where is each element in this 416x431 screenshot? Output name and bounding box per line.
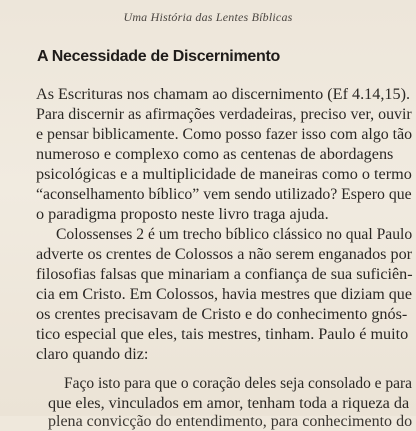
text-line: adverte os crentes de Colossos a não serem enganados por bbox=[36, 245, 413, 263]
quote-line: Faço isto para que o coração deles seja consolado e para bbox=[64, 374, 413, 392]
text-line: claro quando diz: bbox=[36, 345, 149, 363]
section-heading: A Necessidade de Discernimento bbox=[37, 48, 280, 65]
text-line: os crentes precisavam de Cristo e do conhecimento gnós- bbox=[36, 305, 408, 323]
text-line: numeroso e complexo como as centenas de abordagens bbox=[36, 145, 394, 163]
text-line: e pensar biblicamente. Como posso fazer isso com algo tão bbox=[36, 125, 413, 143]
quote-line: plena convicção do entendimento, para conhecimento do bbox=[48, 412, 413, 430]
text-line: Para discernir as afirmações verdadeiras, preciso ver, ouvir bbox=[36, 105, 412, 123]
text-line: cia em Cristo. Em Colossos, havia mestres que diziam que bbox=[36, 285, 412, 303]
text-line: tico especial que eles, tais mestres, tinham. Paulo é muito bbox=[36, 325, 409, 343]
text-line: Colossenses 2 é um trecho bíblico clássico no qual Paulo bbox=[56, 225, 413, 243]
text-line: o paradigma proposto neste livro traga ajuda. bbox=[36, 205, 329, 223]
text-line: filosofias falsas que minariam a confiança de sua suficiên- bbox=[36, 265, 413, 283]
text-line: psicológicas e a multiplicidade de maneiras como o termo bbox=[36, 165, 412, 183]
text-line: “aconselhamento bíblico” vem sendo utilizado? Espero que bbox=[36, 185, 412, 203]
running-head: Uma História das Lentes Bíblicas bbox=[123, 10, 293, 24]
quote-line: que eles, vinculados em amor, tenham toda a riqueza da bbox=[48, 394, 410, 412]
text-line: As Escrituras nos chamam ao discernimento (Ef 4.14,15). bbox=[36, 85, 411, 103]
